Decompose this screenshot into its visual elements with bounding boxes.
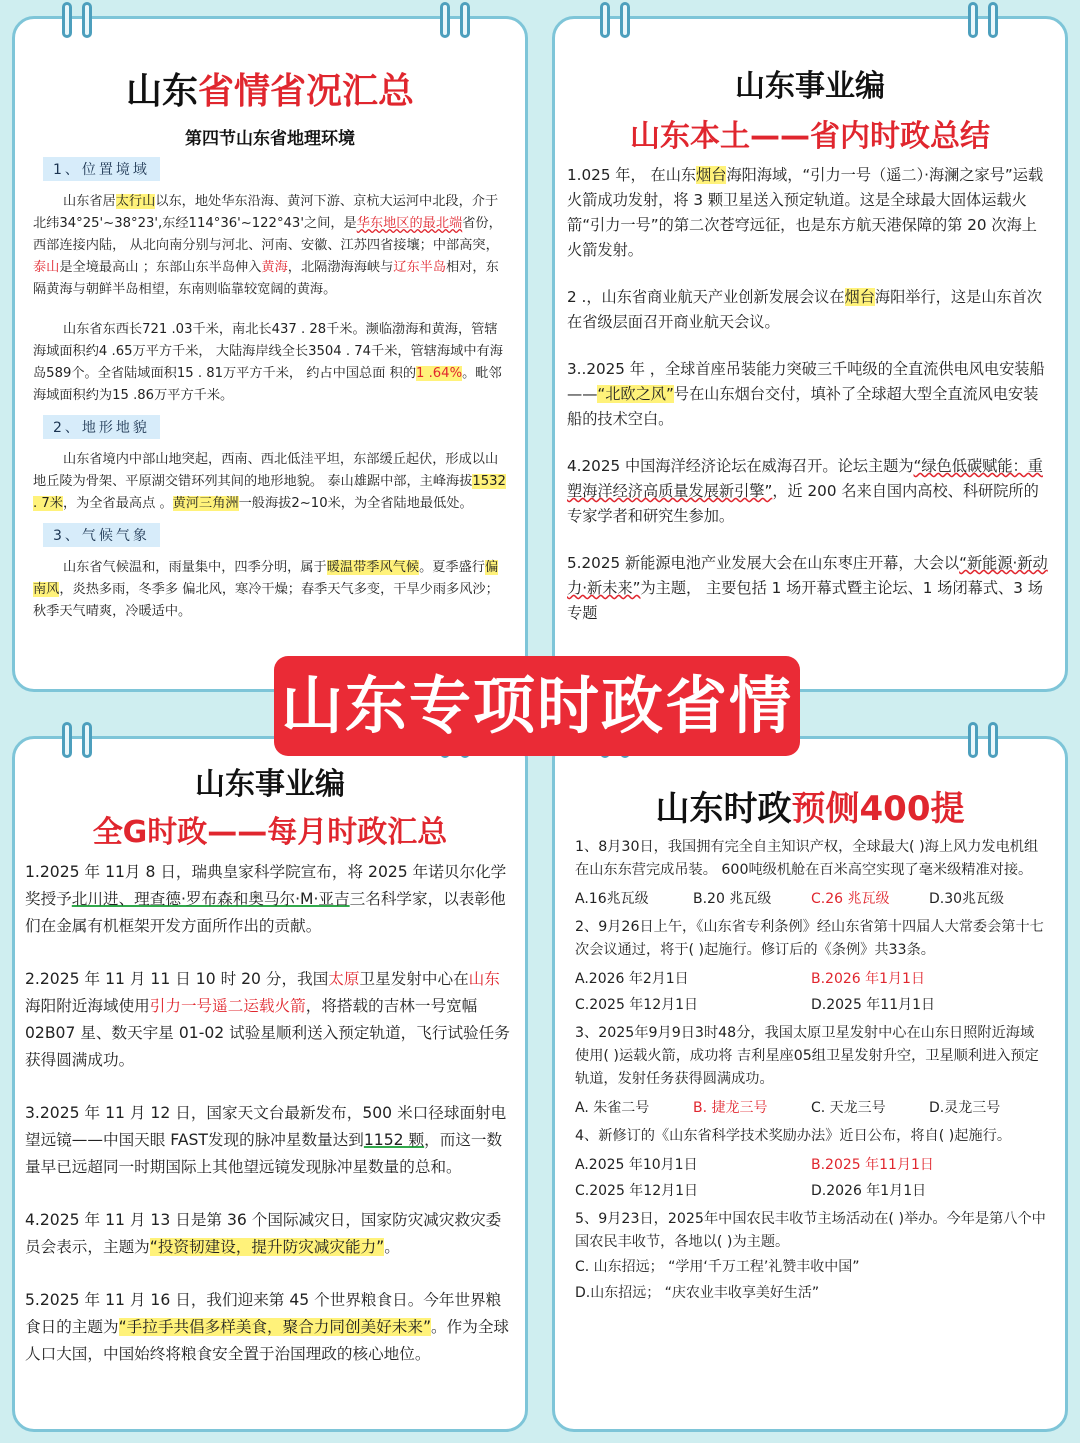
news-item-5: 5.2025 新能源电池产业发展大会在山东枣庄开幕，大会以“新能源·新动力·新未来”为主题， 主要包括 1 场开幕式暨主论坛、1 场闭幕式、3 场专题 bbox=[567, 554, 1048, 622]
monthly-item-2: 2.2025 年 11 月 11 日 10 时 20 分，我国太原卫星发射中心在山东海阳附近海域使用引力一号遥二运载火箭，将搭载的吉林一号宽幅02B07 星、数天宇星 01-02 试验星顺利送入预定轨道，飞行试验任务获得圆满成功。 bbox=[25, 970, 510, 1069]
news-item-3: 3..2025 年 ，全球首座吊装能力突破三千吨级的全直流供电风电安装船——“北欧之风”号在山东烟台交付，填补了全球超大型全直流风电安装船的技术空白。 bbox=[567, 360, 1045, 428]
news-item-2: 2 .，山东省商业航天产业创新发展会议在烟台海阳举行，这是山东首次在省级层面召开商业航天会议。 bbox=[567, 288, 1042, 331]
paragraph-terrain: 山东省境内中部山地突起，西南、西北低洼平坦，东部缓丘起伏，形成以山地丘陵为骨架、平原湖交错环列其间的地形地貌。 泰山雄踞中部，主峰海拔1532 . 7米，为全省最高点 。黄河三角洲一般海拔2~10米，为全省陆地最低处。 bbox=[33, 452, 506, 511]
binder-rings-2b bbox=[968, 2, 998, 38]
section-location: 1、位置境域 bbox=[43, 157, 160, 181]
question-3: 3、2025年9月9日3时48分，我国太原卫星发射中心在山东日照附近海域使用( )运载火箭，成功将 吉利星座05组卫星发射升空，卫星顺利进入预定轨道，发射任务获得圆满成功。 bbox=[575, 1025, 1039, 1087]
card-local-affairs bbox=[552, 16, 1068, 692]
question-1-options: A.16兆瓦级 B.20 兆瓦级 C.26 兆瓦级 D.30兆瓦级 bbox=[575, 891, 1005, 907]
paragraph-location: 山东省居太行山以东，地处华东沿海、黄河下游、京杭大运河中北段，介于北纬34°25'~38°23',东经114°36'~122°43'之间，是华东地区的最北端省份，西部连接内陆， 从北向南分别与河北、河南、安徽、江苏四省接壤；中部高突，泰山是全境最高山 ；东部山东半岛伸入黄海，北隔渤海海峡与辽东半岛相对，东隔黄海与朝鲜半岛相望，东南则临靠较宽阔的黄海。 bbox=[33, 194, 502, 297]
question-2: 2、9月26日上午，《山东省专利条例》经山东省第十四届人大常委会第十七次会议通过，将于( )起施行。修订后的《条例》共33条。 bbox=[575, 919, 1044, 958]
binder-rings-1 bbox=[62, 2, 92, 38]
binder-rings-2 bbox=[600, 2, 630, 38]
question-5-option-d: D.山东招远； “庆农业丰收享美好生活” bbox=[575, 1285, 820, 1301]
question-5-option-c: C. 山东招远； “学用‘千万工程’礼赞丰收中国” bbox=[575, 1259, 860, 1275]
card3-subtitle: 全G时政——每月时政汇总 bbox=[92, 815, 448, 850]
monthly-item-3: 3.2025 年 11 月 12 日，国家天文台最新发布，500 米口径球面射电望远镜——中国天眼 FAST发现的脉冲星数量达到1152 颗，而这一数量早已远超同一时期国际上其他望远镜发现脉冲星数量的总和。 bbox=[25, 1104, 507, 1176]
card-province-geography bbox=[12, 16, 528, 692]
card4-title: 山东时政预侧400提 bbox=[655, 789, 965, 829]
question-4: 4、新修订的《山东省科学技术奖励办法》近日公布，将自( )起施行。 bbox=[575, 1128, 1012, 1144]
monthly-item-5: 5.2025 年 11 月 16 日，我们迎来第 45 个世界粮食日。今年世界粮食日的主题为“手拉手共倡多样美食，聚合力同创美好未来”。作为全球人口大国，中国始终将粮食安全置于治国理政的核心地位。 bbox=[25, 1291, 510, 1363]
question-4-options-b: C.2025 年12月1日 D.2026 年1月1日 bbox=[575, 1183, 927, 1199]
card1-title: 山东省情省况汇总 bbox=[125, 71, 415, 112]
card2-title: 山东事业编 bbox=[735, 69, 885, 104]
card-monthly-affairs bbox=[12, 736, 528, 1432]
question-4-options-a: A.2025 年10月1日 B.2025 年11月1日 bbox=[575, 1157, 934, 1173]
question-2-options-a: A.2026 年2月1日 B.2026 年1月1日 bbox=[575, 971, 925, 987]
monthly-item-4: 4.2025 年 11 月 13 日是第 36 个国际减灾日，国家防灾减灾救灾委员会表示，主题为“投资韧建设，提升防灾减灾能力”。 bbox=[25, 1211, 502, 1256]
question-3-options: A. 朱雀二号 B. 捷龙三号 C. 天龙三号 D.灵龙三号 bbox=[575, 1100, 1001, 1116]
card2-subtitle: 山东本土——省内时政总结 bbox=[630, 119, 990, 154]
news-item-1: 1.025 年， 在山东烟台海阳海域，“引力一号（遥二）·海澜之家号”运载火箭成功发射，将 3 颗卫星送入预定轨道。这是全球最大固体运载火箭“引力一号”的第二次苍穹远征，也是东方航天港保障的第 20 次海上火箭发射。 bbox=[567, 166, 1044, 259]
binder-rings-1b bbox=[440, 2, 470, 38]
monthly-item-1: 1.2025 年 11月 8 日，瑞典皇家科学院宣布，将 2025 年诺贝尔化学奖授予北川进、理查德·罗布森和奥马尔·M·亚吉三名科学家，以表彰他们在金属有机框架开发方面所作出的贡献。 bbox=[25, 863, 507, 935]
section-terrain: 2、地形地貌 bbox=[43, 415, 160, 439]
section-climate: 3、气候气象 bbox=[43, 523, 160, 547]
paragraph-climate: 山东省气候温和，雨量集中，四季分明，属于暖温带季风气候。夏季盛行偏南风，炎热多雨，冬季多 偏北风，寒冷干燥；春季天气多变，干旱少雨多风沙；秋季天气晴爽，冷暖适中。 bbox=[33, 560, 499, 619]
binder-rings-4b bbox=[968, 722, 998, 758]
card3-title: 山东事业编 bbox=[195, 767, 345, 802]
binder-rings-3 bbox=[62, 722, 92, 758]
center-banner-title: 山东专项时政省情 bbox=[274, 656, 800, 756]
paragraph-area: 山东省东西长721 .03千米，南北长437 . 28千米。濒临渤海和黄海，管辖海域面积约4 .65万平方千米， 大陆海岸线全长3504 . 74千米，管辖海域中有海岛589个。全省陆域面积15 . 81万平方千米， 约占中国总面 积的1 .64%。毗邻海域面积约为15 .86万平方千米。 bbox=[33, 322, 503, 403]
question-2-options-b: C.2025 年12月1日 D.2025 年11月1日 bbox=[575, 997, 936, 1013]
card1-subtitle: 第四节山东省地理环境 bbox=[185, 129, 355, 149]
card-quiz bbox=[552, 736, 1068, 1432]
news-item-4: 4.2025 中国海洋经济论坛在威海召开。论坛主题为“绿色低碳赋能：重塑海洋经济高质量发展新引擎”，近 200 名来自国内高校、科研院所的专家学者和研究生参加。 bbox=[567, 457, 1043, 525]
question-1: 1、8月30日，我国拥有完全自主知识产权，全球最大( )海上风力发电机组在山东东营完成吊装。 600吨级机舱在百米高空实现了毫米级精准对接。 bbox=[575, 839, 1039, 878]
question-5: 5、9月23日，2025年中国农民丰收节主场活动在( )举办。今年是第八个中国农民丰收节，各地以( )为主题。 bbox=[575, 1211, 1046, 1250]
